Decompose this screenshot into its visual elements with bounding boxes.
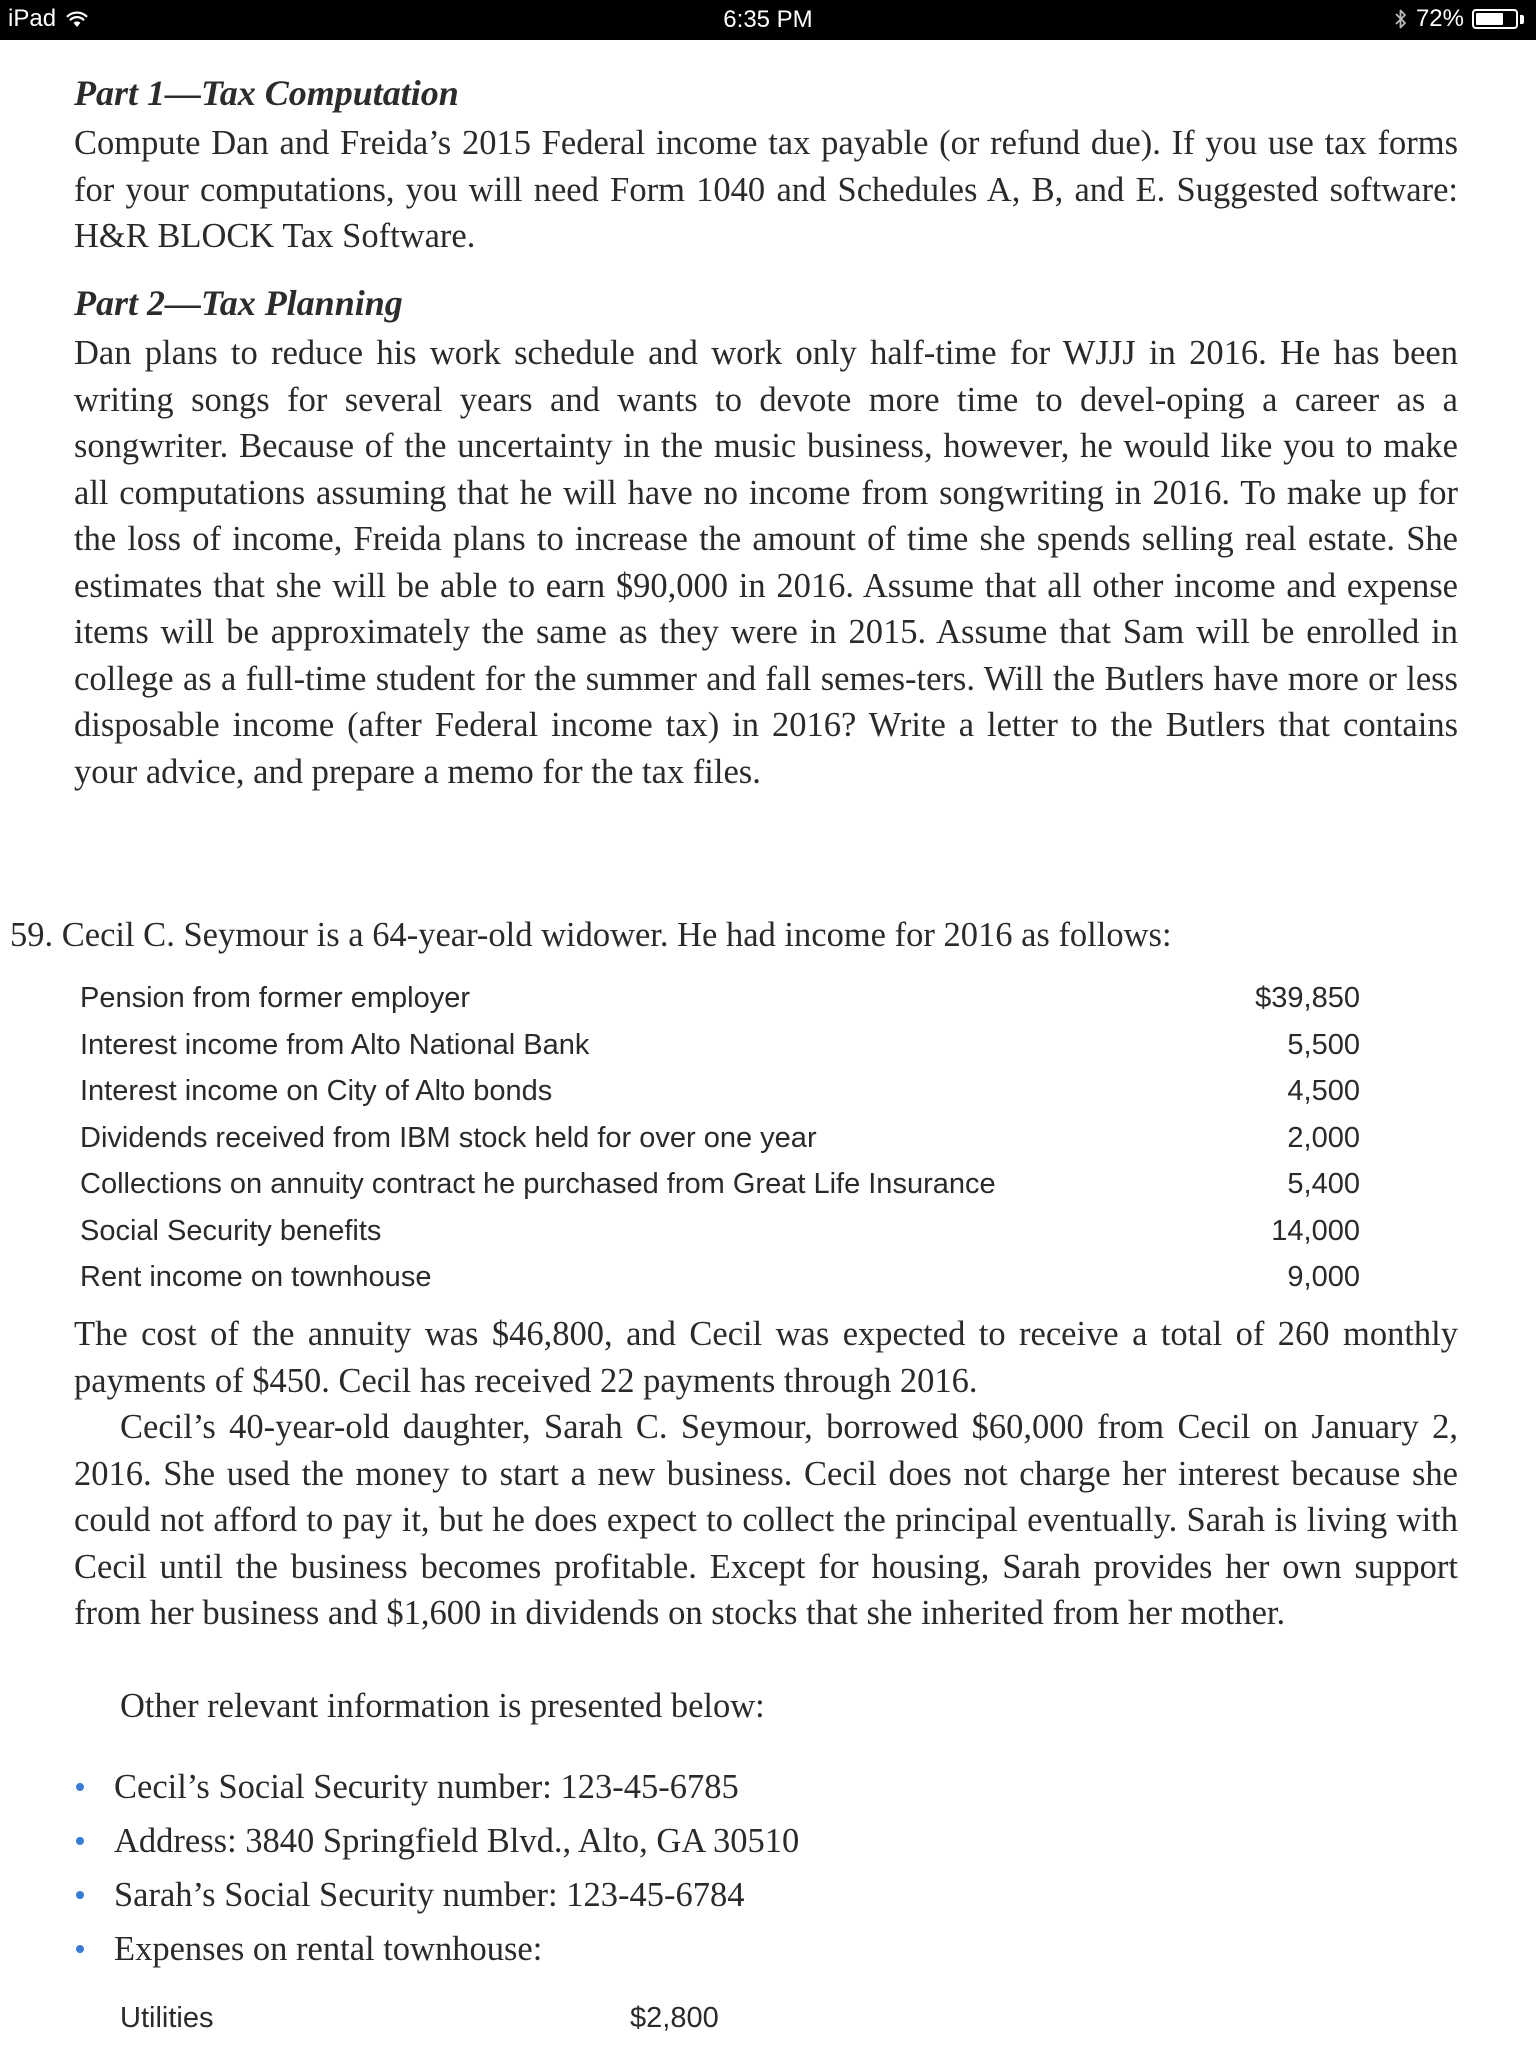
status-bar <box>0 0 1536 40</box>
income-label: Interest income from Alto National Bank <box>80 1028 590 1061</box>
bullet-text: Sarah’s Social Security number: 123-45-6784 <box>114 1875 745 1914</box>
bullet-item <box>74 1868 799 1922</box>
income-label: Collections on annuity contract he purchased from Great Life Insurance <box>80 1168 996 1200</box>
annuity-paragraph: The cost of the annuity was $46,800, and Cecil was expected to receive a total of 260 monthly payments of $450. Cecil has received 22 payments through 2016. <box>74 1315 1458 1400</box>
battery-icon <box>1472 9 1518 29</box>
clock: 6:35 PM <box>723 6 813 33</box>
daughter-paragraph: Cecil’s 40-year-old daughter, Sarah C. Seymour, borrowed $60,000 from Cecil on January 2, 2016. She used the money to start a new business. Cecil does not charge her interest because she could not afford to pay it, but he does expect to collect the principal eventually. Sarah is living with Cecil until the business becomes profitable. Except for housing, Sarah provides her own support from her business and $1,600 in dividends on stocks that she inherited from her mother. <box>74 1408 1458 1632</box>
battery-percent: 72% <box>1415 5 1464 32</box>
part2-text: Dan plans to reduce his work schedule and work only half-time for WJJJ in 2016. He has been writing songs for several years and wants to devote more time to devel-oping a career as a songwriter. Because of the uncertainty in the music business, however, he would like you to make all computations assuming that he will have no income from songwriting in 2016. To make up for the loss of income, Freida plans to increase the amount of time she spends selling real estate. She estimates that she will be able to earn $90,000 in 2016. Assume that all other income and expense items will be approximately the same as they were in 2015. Assume that Sam will be enrolled in college as a full-time student for the summer and fall semes-ters. Will the Butlers have more or less disposable income (after Federal income tax) in 2016? Write a letter to the Butlers that contains your advice, and prepare a memo for the tax files. <box>74 334 1458 791</box>
income-label: Pension from former employer <box>80 982 471 1014</box>
part1-text: Compute Dan and Freida’s 2015 Federal income tax payable (or refund due). If you use tax forms for your computations, you will need Form 1040 and Schedules A, B, and E. Suggested software: H&R BLOCK Tax Software. <box>74 124 1458 255</box>
income-row <box>80 1068 1360 1115</box>
expense-label: Utilities <box>120 2002 214 2034</box>
battery-level-fill <box>1476 13 1503 25</box>
device-name: iPad <box>8 5 57 32</box>
expense-amount: $2,800 <box>630 2002 719 2034</box>
income-amount: 5,500 <box>1287 1028 1360 1061</box>
income-row <box>80 975 1360 1022</box>
income-label: Rent income on townhouse <box>80 1261 432 1293</box>
income-label: Interest income on City of Alto bonds <box>80 1075 553 1107</box>
income-label: Social Security benefits <box>80 1214 382 1247</box>
bullet-text: Expenses on rental townhouse: <box>114 1929 543 1968</box>
income-amount: 14,000 <box>1271 1214 1360 1247</box>
income-amount: 2,000 <box>1287 1121 1360 1154</box>
info-bullet-list <box>74 1760 799 1976</box>
income-label: Dividends received from IBM stock held for over one year <box>80 1121 817 1154</box>
bullet-dot-icon <box>76 1945 84 1953</box>
problem-59-intro: 59. Cecil C. Seymour is a 64-year-old widower. He had income for 2016 as follows: <box>10 916 1172 954</box>
bullet-item <box>74 1760 799 1814</box>
income-row <box>80 1208 1360 1255</box>
bullet-dot-icon <box>76 1891 84 1899</box>
income-table <box>80 975 1360 1301</box>
income-row <box>80 1115 1360 1162</box>
part1-heading: Part 1—Tax Computation <box>74 73 459 113</box>
expense-row <box>120 2002 720 2042</box>
bullet-dot-icon <box>76 1837 84 1845</box>
income-amount: 9,000 <box>1287 1261 1360 1293</box>
other-info-paragraph: Other relevant information is presented below: <box>120 1687 765 1725</box>
bullet-text: Cecil’s Social Security number: 123-45-6785 <box>114 1767 739 1806</box>
income-row <box>80 1022 1360 1069</box>
battery-tip <box>1520 15 1524 24</box>
status-right <box>1394 5 1524 33</box>
bullet-text: Address: 3840 Springfield Blvd., Alto, GA 30510 <box>114 1821 800 1860</box>
bullet-item <box>74 1814 799 1868</box>
bluetooth-icon <box>1394 8 1408 30</box>
income-amount: 4,500 <box>1287 1075 1360 1107</box>
bullet-item <box>74 1922 799 1976</box>
part2-heading: Part 2—Tax Planning <box>74 283 403 323</box>
income-amount: 5,400 <box>1287 1168 1360 1200</box>
bullet-dot-icon <box>76 1783 84 1791</box>
income-amount: $39,850 <box>1255 982 1360 1014</box>
income-row <box>80 1161 1360 1208</box>
income-row <box>80 1254 1360 1301</box>
